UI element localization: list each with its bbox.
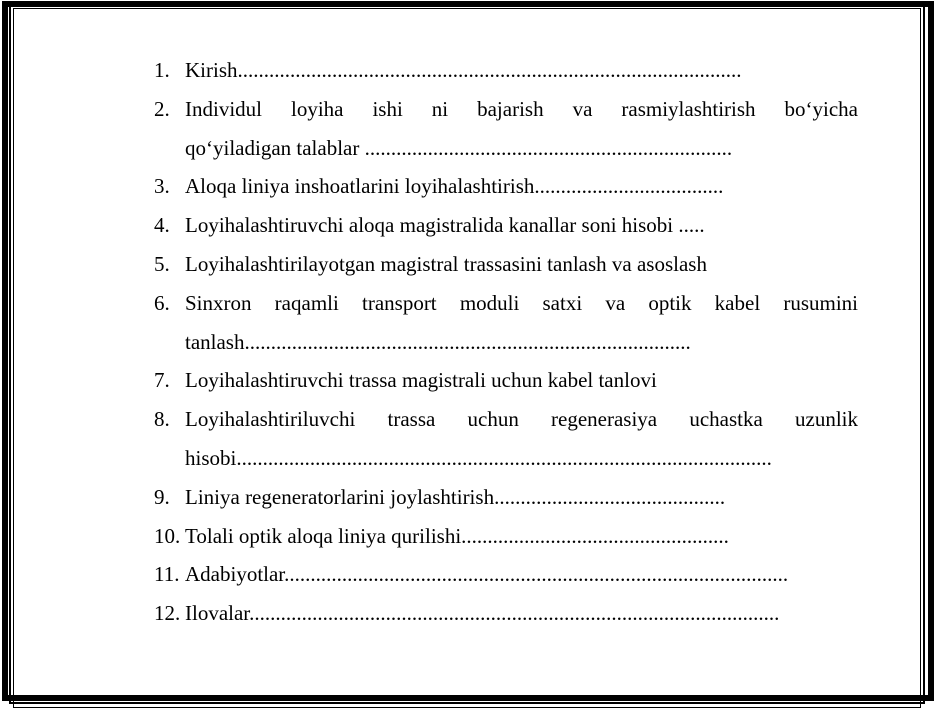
toc-item-text: Loyihalashtiruvchi aloqa magistralida kanallar soni hisobi ..... bbox=[185, 213, 705, 238]
toc-item-number: 10. bbox=[154, 523, 181, 548]
toc-item-number: 6. bbox=[154, 290, 170, 315]
toc-item-11[interactable] bbox=[154, 555, 858, 594]
toc-item-number: 3. bbox=[154, 174, 170, 199]
toc-item-text: Sinxron raqamli transport moduli satxi va optik kabel rusumini bbox=[185, 290, 858, 315]
toc-item-4[interactable] bbox=[154, 206, 858, 245]
toc-item-8[interactable] bbox=[154, 400, 858, 478]
toc-item-number: 2. bbox=[154, 96, 170, 121]
toc-item-text: Tolali optik aloqa liniya qurilishi................................................... bbox=[185, 523, 729, 548]
toc-item-text: Individul loyiha ishi ni bajarish va rasmiylashtirish bo‘yicha bbox=[185, 96, 858, 121]
toc-item-text: Loyihalashtiriluvchi trassa uchun regenerasiya uchastka uzunlik bbox=[185, 407, 858, 432]
toc-item-text-continued: tanlash..................................................................................... bbox=[185, 329, 691, 354]
toc-item-text: Adabiyotlar................................................................................................ bbox=[185, 562, 789, 587]
toc-item-number: 11. bbox=[154, 562, 180, 587]
toc-item-1[interactable] bbox=[154, 51, 858, 90]
toc-item-text: Aloqa liniya inshoatlarini loyihalashtirish.................................... bbox=[185, 174, 724, 199]
toc-item-3[interactable] bbox=[154, 167, 858, 206]
toc-item-number: 5. bbox=[154, 251, 170, 276]
toc-item-text-continued: qo‘yiladigan talablar ...................................................................... bbox=[185, 135, 733, 160]
toc-item-text-continued: hisobi...................................................................................................... bbox=[185, 445, 772, 470]
toc-item-text: Kirish................................................................................................ bbox=[185, 58, 742, 82]
toc-item-text: Loyihalashtirilayotgan magistral trassasini tanlash va asoslash bbox=[185, 251, 707, 276]
toc-item-number: 8. bbox=[154, 407, 170, 432]
toc-item-2[interactable] bbox=[154, 90, 858, 168]
toc-item-9[interactable] bbox=[154, 478, 858, 517]
toc-item-text: Liniya regeneratorlarini joylashtirish............................................ bbox=[185, 484, 726, 509]
toc-item-number: 4. bbox=[154, 213, 170, 238]
toc-item-text: Loyihalashtiruvchi trassa magistrali uchun kabel tanlovi bbox=[185, 368, 657, 393]
toc-item-number: 1. bbox=[154, 58, 170, 82]
toc-item-number: 7. bbox=[154, 368, 170, 393]
toc-item-text: Ilovalar..................................................................................................... bbox=[185, 601, 780, 626]
toc-item-7[interactable] bbox=[154, 361, 858, 400]
toc-item-number: 9. bbox=[154, 484, 170, 509]
toc-item-5[interactable] bbox=[154, 245, 858, 284]
table-of-contents bbox=[154, 51, 858, 633]
toc-item-12[interactable] bbox=[154, 594, 858, 633]
toc-item-6[interactable] bbox=[154, 284, 858, 362]
toc-item-10[interactable] bbox=[154, 517, 858, 556]
toc-item-number: 12. bbox=[154, 601, 181, 626]
